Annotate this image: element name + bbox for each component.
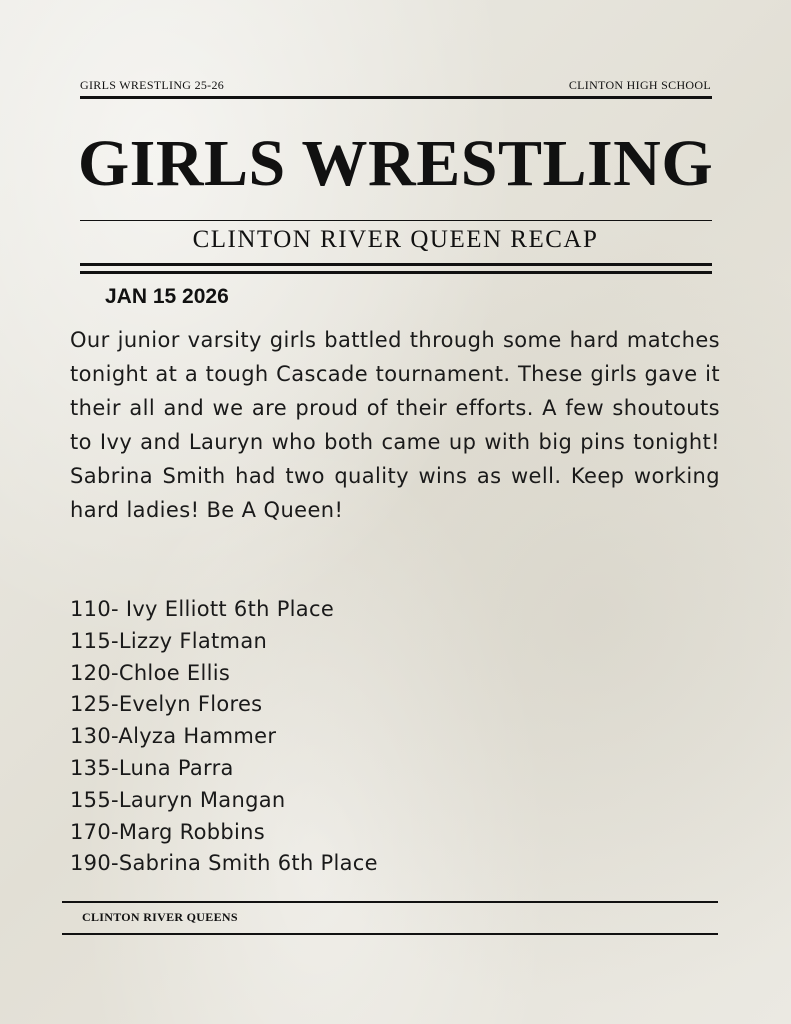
page-title: GIRLS WRESTLING — [77, 127, 714, 200]
roster-item: 135-Luna Parra — [70, 755, 234, 780]
subhead-rule-1 — [80, 263, 712, 266]
subheadline: CLINTON RIVER QUEEN RECAP — [192, 226, 599, 253]
masthead-right-label: CLINTON HIGH SCHOOL — [568, 78, 711, 92]
roster-item: 110- Ivy Elliott 6th Place — [70, 597, 335, 621]
footer-rule-bottom — [62, 933, 718, 935]
article-body: Our junior varsity girls battled through some hard matches tonight at a tough Cascade tournament. These girls gave it their all and we are proud of their efforts. A few shoutouts to Ivy and Lauryn who both came up with big pins tonight! Sabrina Smith had two quality wins as well. Keep working hard ladies! Be A Queen! — [70, 328, 720, 522]
roster-item: 170-Marg Robbins — [70, 819, 265, 844]
masthead-rule — [80, 96, 712, 99]
roster-item: 115-Lizzy Flatman — [70, 628, 268, 653]
footer-rule-top — [62, 901, 718, 903]
masthead-left-label: GIRLS WRESTLING 25-26 — [80, 78, 225, 92]
roster-item: 120-Chloe Ellis — [70, 660, 231, 685]
roster-item: 155-Lauryn Mangan — [70, 787, 286, 812]
headline-rule — [80, 220, 712, 221]
roster-item: 125-Evelyn Flores — [70, 692, 263, 717]
subhead-rule-2 — [80, 271, 712, 274]
roster-list — [70, 594, 670, 880]
footer-label: CLINTON RIVER QUEENS — [82, 910, 238, 924]
roster-item: 130-Alyza Hammer — [70, 724, 277, 749]
roster-item: 190-Sabrina Smith 6th Place — [70, 851, 378, 876]
article-date: JAN 15 2026 — [105, 285, 229, 308]
